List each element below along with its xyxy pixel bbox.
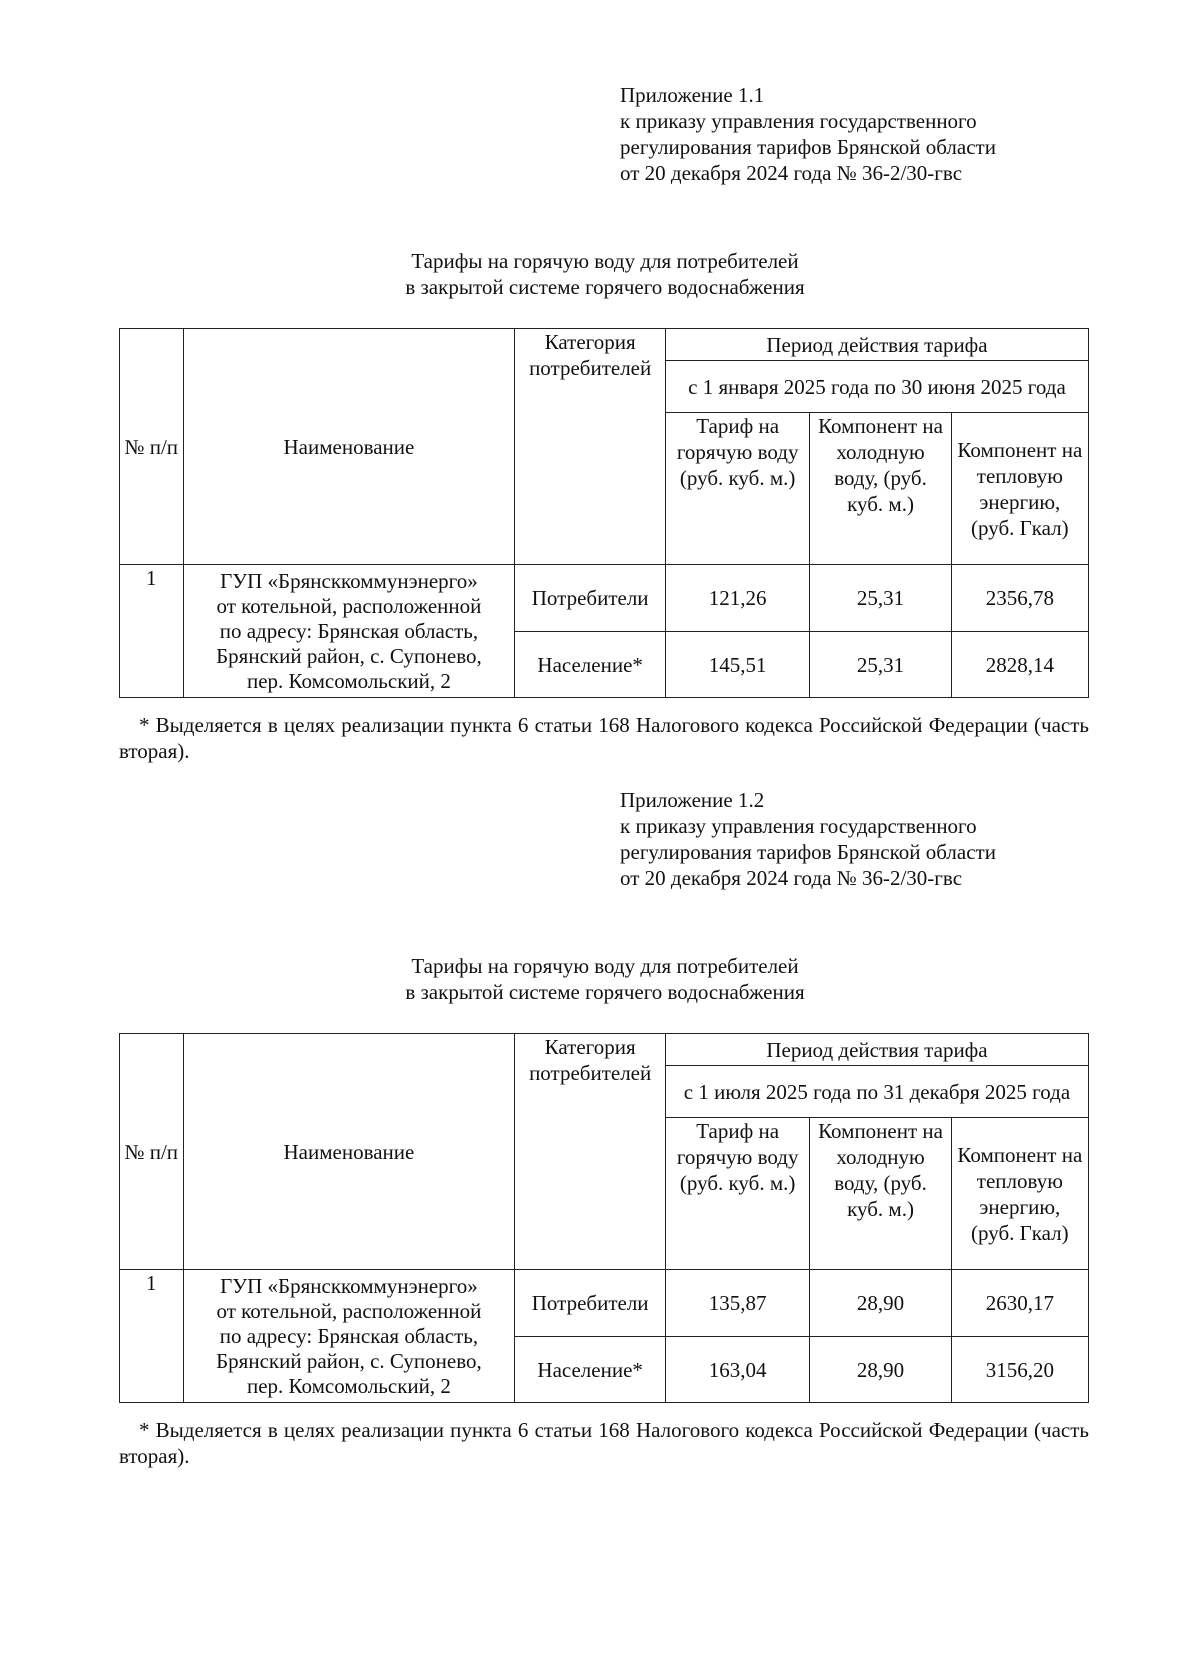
tariff-value: 135,87 bbox=[665, 1270, 809, 1337]
heat-component-value: 2828,14 bbox=[951, 632, 1088, 698]
header-period-range: с 1 января 2025 года по 30 июня 2025 года bbox=[665, 361, 1088, 413]
heat-component-value: 2630,17 bbox=[951, 1270, 1088, 1337]
category-cell: Потребители bbox=[515, 1270, 666, 1337]
header-name: Наименование bbox=[183, 329, 515, 565]
header-cold-component: Компонент на холодную воду, (руб. куб. м.) bbox=[810, 1118, 951, 1270]
title-line: в закрытой системе горячего водоснабжения bbox=[405, 275, 805, 299]
tariff-value: 163,04 bbox=[665, 1337, 809, 1403]
row-number: 1 bbox=[120, 565, 184, 698]
footnote: * Выделяется в целях реализации пункта 6 статьи 168 Налогового кодекса Российской Федерации (часть вторая). bbox=[119, 713, 1089, 763]
cold-component-value: 28,90 bbox=[810, 1337, 951, 1403]
appendix-number: Приложение 1.2 bbox=[620, 788, 765, 812]
document-title bbox=[0, 953, 1200, 1005]
category-cell: Потребители bbox=[515, 565, 666, 632]
org-name-line: пер. Комсомольский, 2 bbox=[246, 1373, 451, 1398]
org-name-line: Брянский район, с. Супонево, bbox=[216, 643, 482, 668]
header-number: № п/п bbox=[120, 329, 184, 565]
title-line: Тарифы на горячую воду для потребителей bbox=[411, 249, 799, 273]
org-name-line: ГУП «Брянсккоммунэнерго» bbox=[220, 568, 478, 593]
title-line: Тарифы на горячую воду для потребителей bbox=[411, 954, 799, 978]
appendix-line: от 20 декабря 2024 года № 36-2/30-гвс bbox=[620, 161, 963, 185]
header-period: Период действия тарифа bbox=[665, 1034, 1088, 1066]
cold-component-value: 28,90 bbox=[810, 1270, 951, 1337]
appendix-line: регулирования тарифов Брянской области bbox=[620, 135, 996, 159]
title-line: в закрытой системе горячего водоснабжения bbox=[405, 980, 805, 1004]
appendix-line: к приказу управления государственного bbox=[620, 814, 977, 838]
header-number: № п/п bbox=[120, 1034, 184, 1270]
appendix-header bbox=[620, 787, 996, 891]
org-name-line: ГУП «Брянсккоммунэнерго» bbox=[220, 1273, 478, 1298]
header-period-range: с 1 июля 2025 года по 31 декабря 2025 года bbox=[665, 1066, 1088, 1118]
org-name-line: от котельной, расположенной bbox=[216, 1298, 482, 1323]
header-cold-component: Компонент на холодную воду, (руб. куб. м.) bbox=[810, 413, 951, 565]
appendix-line: к приказу управления государственного bbox=[620, 109, 977, 133]
cold-component-value: 25,31 bbox=[810, 565, 951, 632]
header-tariff: Тариф на горячую воду (руб. куб. м.) bbox=[665, 413, 809, 565]
category-cell: Население* bbox=[515, 1337, 666, 1403]
row-number: 1 bbox=[120, 1270, 184, 1403]
tariff-table bbox=[119, 1033, 1089, 1403]
header-heat-component: Компонент на тепловую энергию, (руб. Гкал) bbox=[951, 413, 1088, 565]
category-cell: Население* bbox=[515, 632, 666, 698]
org-name-line: Брянский район, с. Супонево, bbox=[216, 1348, 482, 1373]
org-name-line: пер. Комсомольский, 2 bbox=[246, 668, 451, 693]
org-name-line: по адресу: Брянская область, bbox=[219, 618, 479, 643]
header-tariff: Тариф на горячую воду (руб. куб. м.) bbox=[665, 1118, 809, 1270]
org-name-line: от котельной, расположенной bbox=[216, 593, 482, 618]
appendix-line: от 20 декабря 2024 года № 36-2/30-гвс bbox=[620, 866, 963, 890]
tariff-value: 121,26 bbox=[665, 565, 809, 632]
heat-component-value: 3156,20 bbox=[951, 1337, 1088, 1403]
appendix-number: Приложение 1.1 bbox=[620, 83, 765, 107]
header-name: Наименование bbox=[183, 1034, 515, 1270]
header-period: Период действия тарифа bbox=[665, 329, 1088, 361]
organization-name bbox=[183, 1270, 515, 1403]
cold-component-value: 25,31 bbox=[810, 632, 951, 698]
header-category: Категория потребителей bbox=[515, 1034, 666, 1270]
heat-component-value: 2356,78 bbox=[951, 565, 1088, 632]
header-category: Категория потребителей bbox=[515, 329, 666, 565]
document-title bbox=[0, 248, 1200, 300]
org-name-line: по адресу: Брянская область, bbox=[219, 1323, 479, 1348]
footnote: * Выделяется в целях реализации пункта 6 статьи 168 Налогового кодекса Российской Федерации (часть вторая). bbox=[119, 1418, 1089, 1468]
appendix-header bbox=[620, 82, 996, 186]
organization-name bbox=[183, 565, 515, 698]
tariff-table bbox=[119, 328, 1089, 698]
header-heat-component: Компонент на тепловую энергию, (руб. Гкал) bbox=[951, 1118, 1088, 1270]
appendix-line: регулирования тарифов Брянской области bbox=[620, 840, 996, 864]
tariff-value: 145,51 bbox=[665, 632, 809, 698]
